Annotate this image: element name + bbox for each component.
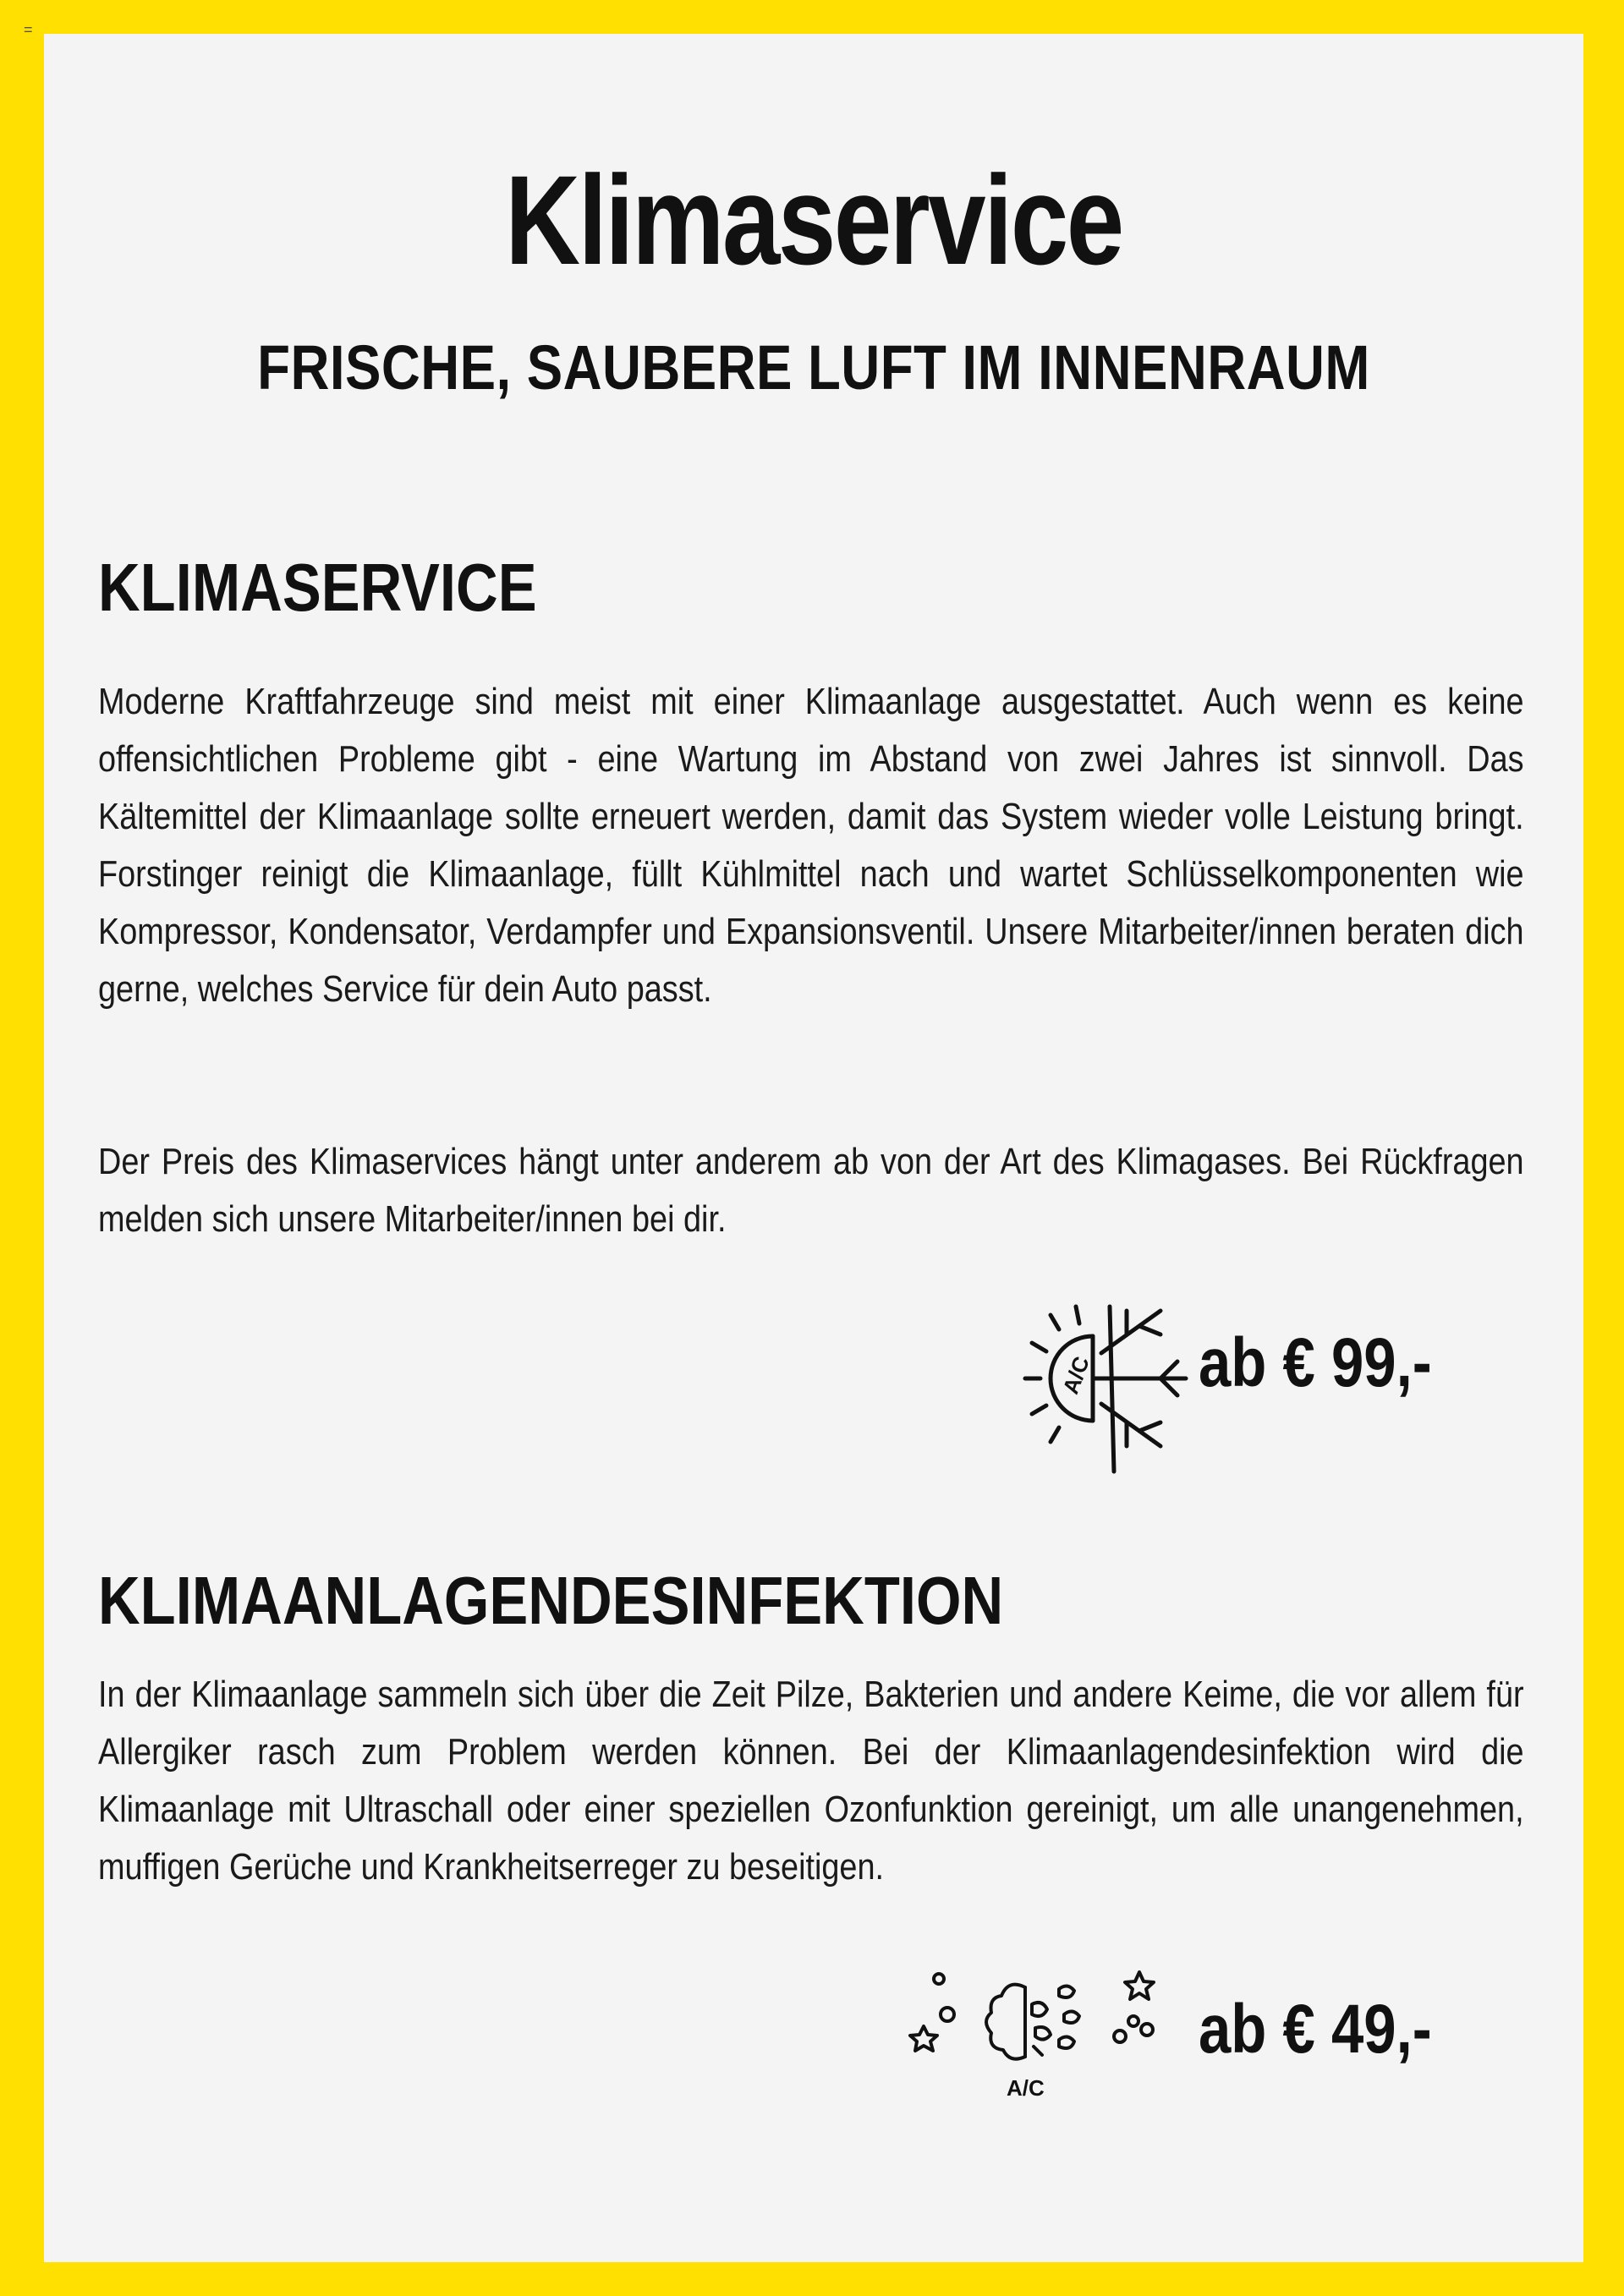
ac-disinfection-sparkle-icon <box>907 1962 1177 2114</box>
ac-disinfection-icon-label: A/C <box>1007 2075 1045 2101</box>
price-klimaanlagendesinfektion: ab € 49,- <box>1199 1991 1432 2068</box>
page-title: Klimaservice <box>505 149 1122 291</box>
page-subtitle: FRISCHE, SAUBERE LUFT IM INNENRAUM <box>257 332 1370 403</box>
klimaanlagendesinfektion-description: In der Klimaanlage sammeln sich über die Zeit Pilze, Bakterien und andere Keime, die vor allem für Allergiker rasch zum Problem werden können. Bei der Klimaanlagendesinfektion wird die Klimaanlage mit Ultraschall oder einer speziellen Ozonfunktion gereinigt, um alle unangenehmen, muffigen Gerüche und Krankheitserreger zu beseitigen. <box>98 1674 1524 1888</box>
ac-sun-snowflake-icon-label: A/C <box>1057 1352 1095 1398</box>
content-card <box>44 34 1583 2262</box>
section-heading-klimaanlagendesinfektion: KLIMAANLAGENDESINFEKTION <box>98 1563 1004 1638</box>
klimaservice-description: Moderne Kraftfahrzeuge sind meist mit einer Klimaanlage ausgestattet. Auch wenn es keine offensichtlichen Probleme gibt - eine Wartung im Abstand von zwei Jahres ist sinnvoll. Das Kältemittel der Klimaanlage sollte erneuert werden, damit das System wieder volle Leistung bringt. Forstinger reinigt die Klimaanlage, füllt Kühlmittel nach und wartet Schlüsselkomponenten wie Kompressor, Kondensator, Verdampfer und Expansionsventil. Unsere Mitarbeiter/innen beraten dich gerne, welches Service für dein Auto passt. <box>98 681 1524 1010</box>
ac-sun-snowflake-icon <box>991 1277 1194 1480</box>
klimaservice-price-note: Der Preis des Klimaservices hängt unter anderem ab von der Art des Klimagases. Bei Rückfragen melden sich unsere Mitarbeiter/innen bei dir. <box>98 1141 1524 1240</box>
section-heading-klimaservice: KLIMASERVICE <box>98 550 537 625</box>
price-klimaservice: ab € 99,- <box>1199 1324 1432 1401</box>
corner-mark: = <box>24 21 33 38</box>
